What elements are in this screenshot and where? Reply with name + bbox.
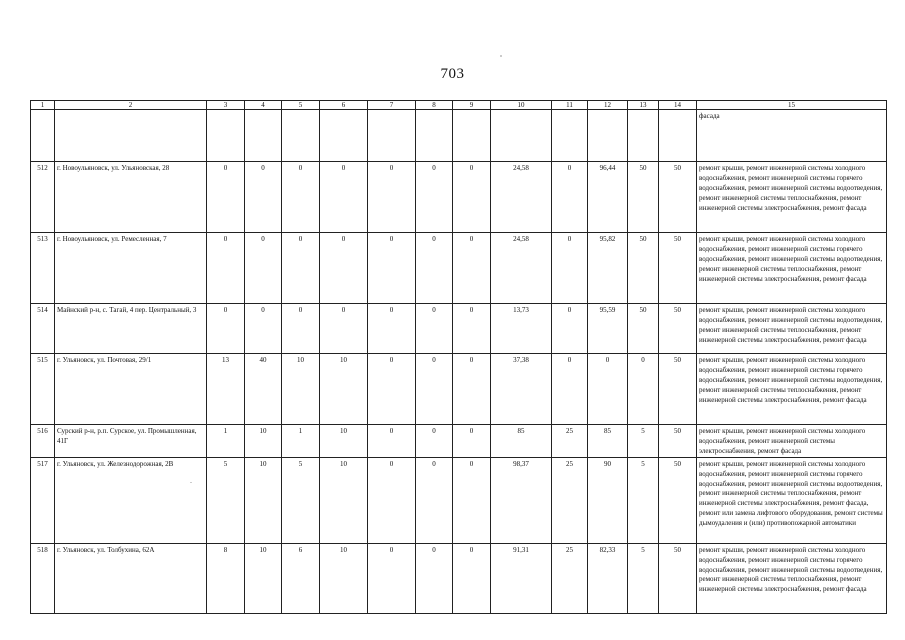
value-cell: 0 <box>453 543 491 613</box>
page-number: 703 <box>440 66 465 82</box>
value-cell: 0 <box>416 233 453 304</box>
value-cell: 50 <box>659 162 697 233</box>
value-cell <box>416 110 453 162</box>
value-cell <box>207 110 245 162</box>
value-cell <box>453 110 491 162</box>
value-cell: 50 <box>659 543 697 613</box>
value-cell: 0 <box>416 354 453 425</box>
value-cell <box>368 110 416 162</box>
value-cell: 10 <box>320 543 368 613</box>
value-cell: 0 <box>245 304 282 354</box>
table-row <box>31 457 887 543</box>
table-row <box>31 110 887 162</box>
value-cell: 0 <box>368 425 416 458</box>
value-cell: 0 <box>368 162 416 233</box>
column-header: 14 <box>659 101 697 110</box>
value-cell: 0 <box>368 233 416 304</box>
value-cell: 25 <box>552 425 588 458</box>
works-cell: ремонт крыши, ремонт инженерной системы холодного водоснабжения, ремонт инженерной системы горячего водоснабжения, ремонт инженерной системы водоотведения, ремонт инженерной системы теплоснабжения, ремонт инженерной системы электроснабжения, ремонт фасада <box>697 162 887 233</box>
value-cell: 82,33 <box>588 543 628 613</box>
value-cell: 0 <box>552 304 588 354</box>
column-header: 1 <box>31 101 55 110</box>
column-header: 2 <box>55 101 207 110</box>
value-cell: 50 <box>628 162 659 233</box>
table-row <box>31 233 887 304</box>
column-header: 15 <box>697 101 887 110</box>
value-cell: 25 <box>552 543 588 613</box>
row-number: 516 <box>31 425 55 458</box>
value-cell: 50 <box>628 304 659 354</box>
value-cell: 5 <box>628 457 659 543</box>
row-number: 515 <box>31 354 55 425</box>
value-cell: 0 <box>552 162 588 233</box>
value-cell: 40 <box>245 354 282 425</box>
value-cell: 50 <box>659 233 697 304</box>
value-cell: 25 <box>552 457 588 543</box>
value-cell: 0 <box>453 304 491 354</box>
value-cell: 50 <box>659 457 697 543</box>
value-cell: 90 <box>588 457 628 543</box>
value-cell: 0 <box>368 543 416 613</box>
value-cell: 24,58 <box>491 233 552 304</box>
value-cell <box>628 110 659 162</box>
row-number: 513 <box>31 233 55 304</box>
value-cell: 0 <box>453 354 491 425</box>
column-header: 7 <box>368 101 416 110</box>
value-cell: 0 <box>207 304 245 354</box>
value-cell: 1 <box>207 425 245 458</box>
value-cell: 0 <box>416 543 453 613</box>
value-cell: 10 <box>245 425 282 458</box>
value-cell: 0 <box>416 457 453 543</box>
value-cell: 96,44 <box>588 162 628 233</box>
value-cell: 0 <box>416 425 453 458</box>
works-cell: ремонт крыши, ремонт инженерной системы холодного водоснабжения, ремонт инженерной системы горячего водоснабжения, ремонт инженерной системы водоотведения, ремонт инженерной системы теплоснабжения, ремонт инженерной системы электроснабжения, ремонт фасада <box>697 354 887 425</box>
value-cell: 24,58 <box>491 162 552 233</box>
row-number: 512 <box>31 162 55 233</box>
row-number: 518 <box>31 543 55 613</box>
value-cell: 0 <box>552 233 588 304</box>
value-cell: 10 <box>245 457 282 543</box>
works-cell: ремонт крыши, ремонт инженерной системы холодного водоснабжения, ремонт инженерной системы электроснабжения, ремонт фасада <box>697 425 887 458</box>
value-cell: 0 <box>207 233 245 304</box>
column-header: 10 <box>491 101 552 110</box>
value-cell: 95,82 <box>588 233 628 304</box>
works-cell: ремонт крыши, ремонт инженерной системы холодного водоснабжения, ремонт инженерной системы горячего водоснабжения, ремонт инженерной системы водоотведения, ремонт инженерной системы теплоснабжения, ремонт инженерной системы электроснабжения, ремонт фасада, ремонт или замена лифтового оборудования, ремонт системы дымоудаления и (или) противопожарной автоматики <box>697 457 887 543</box>
value-cell: 0 <box>453 425 491 458</box>
column-header: 6 <box>320 101 368 110</box>
value-cell: 0 <box>320 233 368 304</box>
address-cell: Сурский р-н, р.п. Сурское, ул. Промышленная, 41Г <box>55 425 207 458</box>
value-cell: 0 <box>245 233 282 304</box>
table-row <box>31 354 887 425</box>
value-cell: 50 <box>659 354 697 425</box>
value-cell <box>282 110 320 162</box>
address-cell: Майнский р-н, с. Тагай, 4 пер. Центральный, 3 <box>55 304 207 354</box>
value-cell: 0 <box>416 304 453 354</box>
column-header: 13 <box>628 101 659 110</box>
works-cell: ремонт крыши, ремонт инженерной системы холодного водоснабжения, ремонт инженерной системы горячего водоснабжения, ремонт инженерной системы водоотведения, ремонт инженерной системы теплоснабжения, ремонт инженерной системы электроснабжения, ремонт фасада <box>697 543 887 613</box>
value-cell <box>552 110 588 162</box>
value-cell: 8 <box>207 543 245 613</box>
address-cell: г. Новоульяновск, ул. Ульяновская, 28 <box>55 162 207 233</box>
value-cell: 10 <box>320 354 368 425</box>
value-cell: 0 <box>282 233 320 304</box>
column-header: 5 <box>282 101 320 110</box>
works-cell: фасада <box>697 110 887 162</box>
row-number <box>31 110 55 162</box>
value-cell: 1 <box>282 425 320 458</box>
value-cell: 0 <box>453 162 491 233</box>
works-cell: ремонт крыши, ремонт инженерной системы холодного водоснабжения, ремонт инженерной системы горячего водоснабжения, ремонт инженерной системы водоотведения, ремонт инженерной системы теплоснабжения, ремонт инженерной системы электроснабжения, ремонт фасада <box>697 233 887 304</box>
value-cell: 10 <box>320 425 368 458</box>
column-header: 4 <box>245 101 282 110</box>
works-cell: ремонт крыши, ремонт инженерной системы холодного водоснабжения, ремонт инженерной системы водоотведения, ремонт инженерной системы теплоснабжения, ремонт инженерной системы электроснабжения, ремонт фасада <box>697 304 887 354</box>
value-cell: 13 <box>207 354 245 425</box>
value-cell: 0 <box>453 457 491 543</box>
column-header: 12 <box>588 101 628 110</box>
value-cell: 91,31 <box>491 543 552 613</box>
value-cell: 85 <box>491 425 552 458</box>
value-cell: 10 <box>282 354 320 425</box>
table-row <box>31 425 887 458</box>
value-cell: 85 <box>588 425 628 458</box>
value-cell: 37,38 <box>491 354 552 425</box>
value-cell: 95,59 <box>588 304 628 354</box>
header-row <box>31 101 887 110</box>
value-cell <box>491 110 552 162</box>
value-cell: 0 <box>368 457 416 543</box>
repair-schedule-table <box>30 100 887 614</box>
scan-speck <box>190 482 192 483</box>
value-cell: 0 <box>552 354 588 425</box>
value-cell <box>245 110 282 162</box>
value-cell: 0 <box>282 162 320 233</box>
table-row <box>31 162 887 233</box>
column-header: 11 <box>552 101 588 110</box>
value-cell: 0 <box>588 354 628 425</box>
value-cell: 50 <box>659 425 697 458</box>
value-cell: 0 <box>416 162 453 233</box>
value-cell: 98,37 <box>491 457 552 543</box>
value-cell: 5 <box>628 543 659 613</box>
value-cell <box>320 110 368 162</box>
address-cell <box>55 110 207 162</box>
value-cell: 5 <box>282 457 320 543</box>
value-cell: 0 <box>320 304 368 354</box>
column-header: 3 <box>207 101 245 110</box>
value-cell: 50 <box>628 233 659 304</box>
value-cell: 0 <box>320 162 368 233</box>
value-cell: 0 <box>368 354 416 425</box>
value-cell: 0 <box>282 304 320 354</box>
address-cell: г. Ульяновск, ул. Железнодорожная, 2В <box>55 457 207 543</box>
table-row <box>31 543 887 613</box>
value-cell: 0 <box>368 304 416 354</box>
row-number: 517 <box>31 457 55 543</box>
value-cell: 0 <box>245 162 282 233</box>
value-cell: 5 <box>628 425 659 458</box>
table-row <box>31 304 887 354</box>
column-header: 8 <box>416 101 453 110</box>
value-cell: 50 <box>659 304 697 354</box>
value-cell: 10 <box>320 457 368 543</box>
value-cell: 13,73 <box>491 304 552 354</box>
value-cell <box>588 110 628 162</box>
value-cell: 0 <box>453 233 491 304</box>
address-cell: г. Ульяновск, ул. Почтовая, 29/1 <box>55 354 207 425</box>
value-cell: 5 <box>207 457 245 543</box>
address-cell: г. Новоульяновск, ул. Ремесленная, 7 <box>55 233 207 304</box>
column-header: 9 <box>453 101 491 110</box>
scan-speck <box>500 55 502 57</box>
value-cell: 10 <box>245 543 282 613</box>
address-cell: г. Ульяновск, ул. Толбухина, 62А <box>55 543 207 613</box>
value-cell <box>659 110 697 162</box>
row-number: 514 <box>31 304 55 354</box>
value-cell: 0 <box>207 162 245 233</box>
value-cell: 0 <box>628 354 659 425</box>
value-cell: 6 <box>282 543 320 613</box>
